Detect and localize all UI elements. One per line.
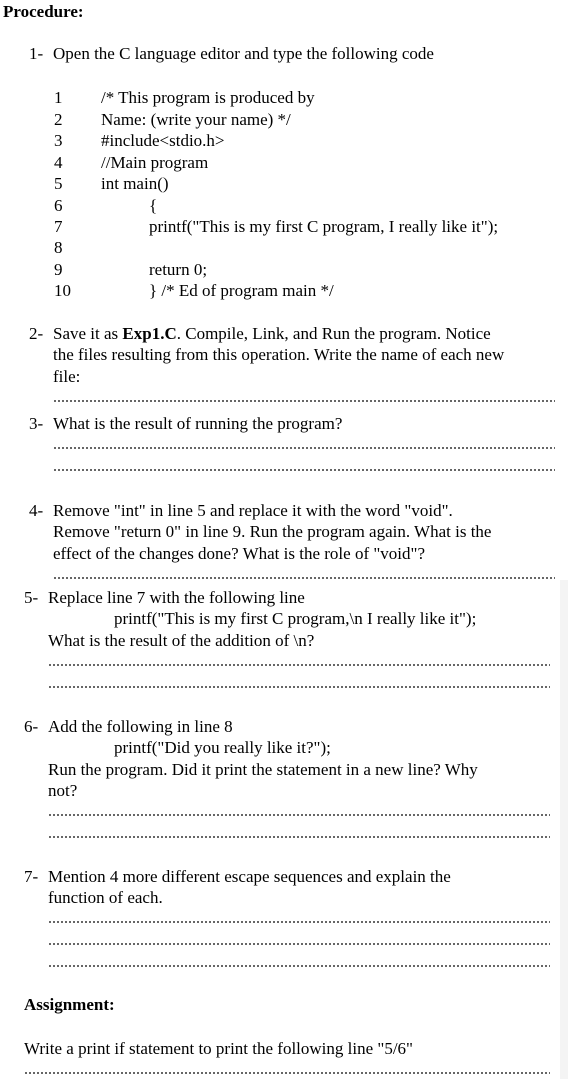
item-7-number: 7- xyxy=(24,867,39,886)
item-2-line-1 xyxy=(53,323,491,345)
line-number: 8 xyxy=(54,238,63,257)
code-line: } /* Ed of program main */ xyxy=(149,281,334,300)
text-run: Save it as xyxy=(53,324,123,343)
line-number: 2 xyxy=(54,110,63,129)
item-1-text: Open the C language editor and type the following code xyxy=(53,44,434,63)
line-number: 4 xyxy=(54,153,63,172)
answer-line xyxy=(48,965,550,967)
answer-line xyxy=(48,943,550,945)
assignment-heading: Assignment: xyxy=(24,995,115,1014)
code-line: int main() xyxy=(101,174,169,193)
line-number: 3 xyxy=(54,131,63,150)
item-7-line-2: function of each. xyxy=(48,888,163,907)
answer-line xyxy=(24,1072,550,1074)
answer-line xyxy=(53,447,555,449)
answer-line xyxy=(48,836,550,838)
item-5-code: printf("This is my first C program,\n I really like it"); xyxy=(114,609,477,628)
answer-line xyxy=(48,686,550,688)
line-number: 7 xyxy=(54,217,63,236)
item-5-line-3: What is the result of the addition of \n? xyxy=(48,631,315,650)
line-number: 1 xyxy=(54,88,63,107)
item-6-number: 6- xyxy=(24,717,39,736)
answer-line xyxy=(53,469,555,471)
item-4-line-1: Remove "int" in line 5 and replace it with the word "void". xyxy=(53,501,453,520)
item-2-number: 2- xyxy=(29,324,44,343)
assignment-text: Write a print if statement to print the following line "5/6" xyxy=(24,1039,413,1058)
code-line: /* This program is produced by xyxy=(101,88,315,107)
line-number: 10 xyxy=(54,281,71,300)
item-6-line-1: Add the following in line 8 xyxy=(48,717,233,736)
item-3-text: What is the result of running the program? xyxy=(53,414,343,433)
item-3-number: 3- xyxy=(29,414,44,433)
code-line: { xyxy=(149,196,158,215)
item-1-number: 1- xyxy=(29,44,44,63)
item-6-code: printf("Did you really like it?"); xyxy=(114,738,331,757)
code-line: return 0; xyxy=(149,260,208,279)
item-6-line-4: not? xyxy=(48,781,78,800)
item-4-line-3: effect of the changes done? What is the role of "void"? xyxy=(53,544,425,563)
item-7-line-1: Mention 4 more different escape sequences and explain the xyxy=(48,867,451,886)
item-2-line-2: the files resulting from this operation. Write the name of each new xyxy=(53,345,505,364)
line-number: 6 xyxy=(54,196,63,215)
text-run: . Compile, Link, and Run the program. Notice xyxy=(176,324,491,343)
item-6-line-3: Run the program. Did it print the statement in a new line? Why xyxy=(48,760,478,779)
code-line: #include<stdio.h> xyxy=(101,131,225,150)
item-5-number: 5- xyxy=(24,588,39,607)
line-number: 9 xyxy=(54,260,63,279)
answer-line xyxy=(48,921,550,923)
procedure-heading: Procedure: xyxy=(3,2,84,21)
margin-shade xyxy=(560,580,568,1079)
item-4-number: 4- xyxy=(29,501,44,520)
item-5-line-1: Replace line 7 with the following line xyxy=(48,588,305,607)
answer-line xyxy=(53,400,555,402)
line-number: 5 xyxy=(54,174,63,193)
code-line: printf("This is my first C program, I really like it"); xyxy=(149,217,499,236)
code-line: //Main program xyxy=(101,153,209,172)
item-2-line-3: file: xyxy=(53,367,81,386)
filename-bold: Exp1.C xyxy=(122,324,177,343)
answer-line xyxy=(48,814,550,816)
item-4-line-2: Remove "return 0" in line 9. Run the program again. What is the xyxy=(53,522,492,541)
answer-line xyxy=(48,664,550,666)
code-line: Name: (write your name) */ xyxy=(101,110,291,129)
answer-line xyxy=(53,577,555,579)
